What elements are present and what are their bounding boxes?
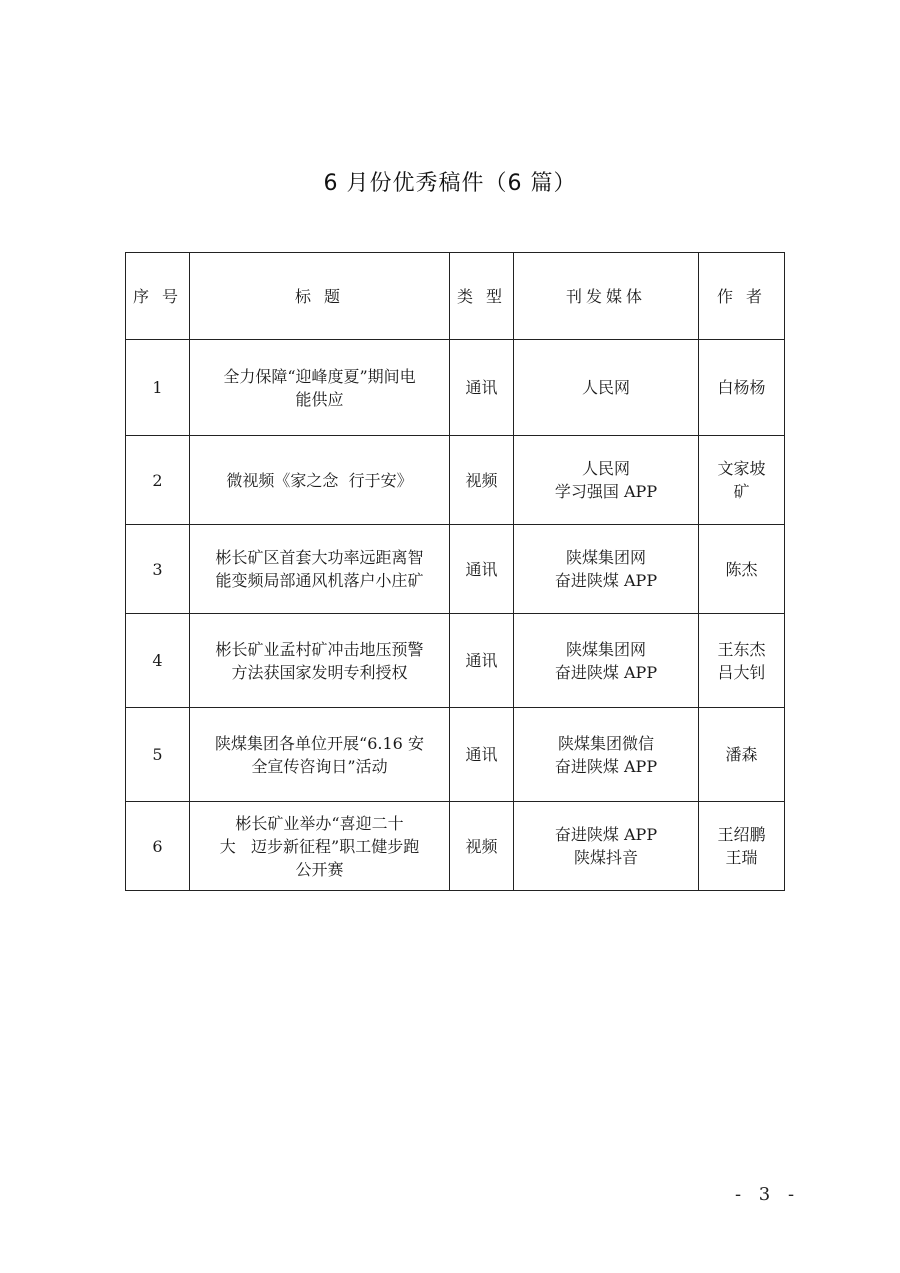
cell-title [190, 802, 450, 891]
table-row [126, 614, 785, 708]
title-line: 公开赛 [295, 859, 344, 879]
table-row [126, 708, 785, 802]
header-no: 序 号 [126, 253, 190, 340]
cell-media [514, 340, 699, 436]
media-line: 人民网 [581, 459, 630, 478]
title-line: 全宣传咨询日”活动 [251, 756, 388, 776]
media-line: 陕煤抖音 [573, 848, 638, 867]
excellent-articles-table [125, 252, 785, 891]
cell-title [190, 436, 450, 525]
cell-title [190, 614, 450, 708]
title-line: 彬长矿业孟村矿冲击地压预警 [215, 639, 424, 659]
cell-media [514, 525, 699, 614]
cell-author [699, 708, 785, 802]
title-line: 方法获国家发明专利授权 [231, 662, 408, 682]
cell-media [514, 614, 699, 708]
media-line: 奋进陕煤 APP [554, 756, 658, 776]
author-line: 文家坡 [717, 459, 766, 478]
author-line: 王绍鹏 [717, 825, 766, 844]
table-row [126, 436, 785, 525]
author-line: 白杨杨 [717, 378, 766, 397]
title-line: 陕煤集团各单位开展“6.16 安 [215, 733, 424, 753]
cell-no: 2 [126, 436, 190, 525]
cell-no: 1 [126, 340, 190, 436]
cell-no: 6 [126, 802, 190, 891]
media-line: 奋进陕煤 APP [554, 571, 658, 590]
cell-author [699, 340, 785, 436]
cell-type: 通讯 [450, 708, 514, 802]
cell-media [514, 708, 699, 802]
author-line: 王东杰 [717, 639, 766, 659]
cell-title [190, 525, 450, 614]
cell-media [514, 436, 699, 525]
document-title: 6 月份优秀稿件（6 篇） [323, 171, 577, 196]
header-type: 类 型 [450, 253, 514, 340]
table-row [126, 340, 785, 436]
media-line: 奋进陕煤 APP [554, 662, 658, 682]
cell-type: 通讯 [450, 614, 514, 708]
cell-title [190, 340, 450, 436]
header-author: 作 者 [699, 253, 785, 340]
title-line: 大 迈步新征程”职工健步跑 [219, 836, 420, 856]
title-line: 全力保障“迎峰度夏”期间电 [223, 366, 416, 386]
cell-author [699, 802, 785, 891]
author-line: 王瑞 [725, 848, 758, 867]
cell-author [699, 614, 785, 708]
media-line: 奋进陕煤 APP [554, 825, 658, 844]
cell-type: 视频 [450, 802, 514, 891]
media-line: 人民网 [581, 378, 630, 397]
table-header-row [126, 253, 785, 340]
author-line: 矿 [733, 482, 750, 501]
table-row [126, 525, 785, 614]
cell-media [514, 802, 699, 891]
table-row [126, 802, 785, 891]
cell-no: 3 [126, 525, 190, 614]
title-line: 能变频局部通风机落户小庄矿 [215, 571, 424, 590]
cell-type: 视频 [450, 436, 514, 525]
author-line: 陈杰 [725, 559, 758, 579]
header-title: 标 题 [190, 253, 450, 340]
cell-no: 4 [126, 614, 190, 708]
author-line: 潘森 [725, 745, 758, 764]
author-line: 吕大钊 [717, 662, 766, 682]
cell-author [699, 436, 785, 525]
cell-title [190, 708, 450, 802]
title-line: 微视频《家之念 行于安》 [226, 470, 413, 490]
media-line: 陕煤集团网 [565, 639, 646, 659]
media-line: 陕煤集团网 [565, 548, 646, 567]
cell-type: 通讯 [450, 340, 514, 436]
cell-no: 5 [126, 708, 190, 802]
page-number: - 3 - [735, 1184, 801, 1205]
cell-type: 通讯 [450, 525, 514, 614]
title-line: 彬长矿区首套大功率远距离智 [215, 548, 424, 567]
media-line: 学习强国 APP [554, 482, 658, 501]
cell-author [699, 525, 785, 614]
header-media: 刊发媒体 [514, 253, 699, 340]
media-line: 陕煤集团微信 [557, 733, 654, 753]
title-line: 能供应 [295, 389, 344, 409]
title-line: 彬长矿业举办“喜迎二十 [235, 813, 404, 833]
